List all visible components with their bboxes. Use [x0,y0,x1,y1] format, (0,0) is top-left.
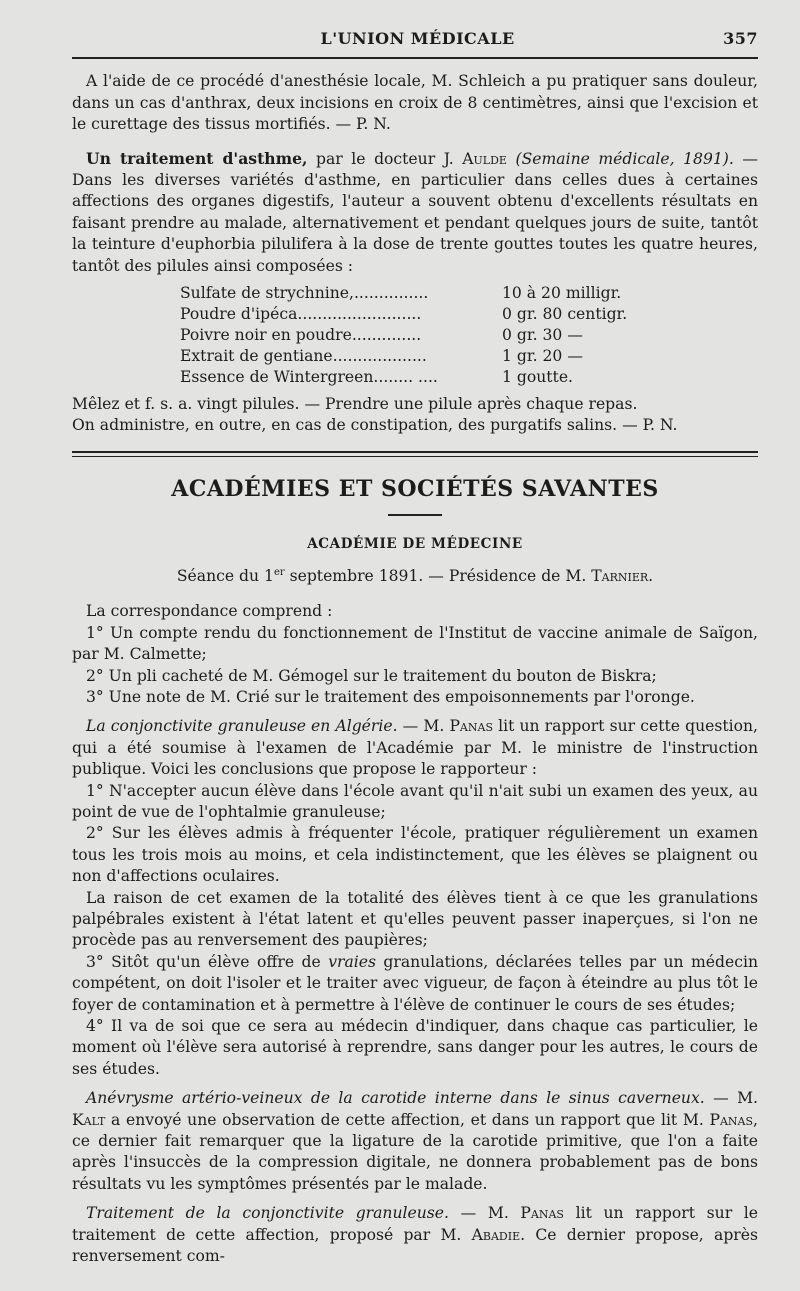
traitement-author: Abadie [471,1225,521,1244]
seance-president: Tarnier. [591,566,654,585]
paragraph-conjonctivite [72,716,758,780]
section-title: ACADÉMIES ET SOCIÉTÉS SAVANTES [171,475,659,502]
conclusion-item [72,952,758,1016]
seance-line [72,562,758,588]
conclusion-item: 1° N'accepter aucun élève dans l'école avant qu'il n'ait subi un examen des yeux, au point de vue de l'ophtalmie granuleuse; [72,781,758,821]
anevrysme-rapporteur: Panas [709,1110,754,1129]
asthme-source: (Semaine médicale, 1891). [506,149,734,168]
recipe-row [180,283,680,304]
seance-sup: er [273,566,285,578]
conjonctivite-title: La conjonctivite granuleuse en Algérie. [86,717,398,736]
item3-vraies: vraies [328,952,376,971]
conclusion-item: 4° Il va de soi que ce sera au médecin d'indiquer, dans chaque cas particulier, le moment où l'élève sera autorisé à reprendre, sans danger pour les autres, le cours de ses études. [72,1017,758,1078]
recipe-row [180,304,680,325]
item3-after: granulations, déclarées telles par un médecin compétent, on doit l'isoler et le traiter avec vigueur, de façon à éteindre au plus tôt le foyer de contamination et à permettre à l'élève de continuer le cours de ses études; [72,952,758,1014]
correspondance-item: 3° Une note de M. Crié sur le traitement des empoisonnements par l'oronge. [86,687,695,706]
seance-presidence: septembre 1891. — Présidence de M. [284,566,592,585]
recipe-dose: 1 goutte. [502,368,574,387]
conjonctivite-body: lit un rapport sur cette question, qui a été soumise à l'examen de l'Académie par M. le ministre de l'instruction publique. Voici les conclusions que propose le rapporteur : [72,717,759,779]
traitement-lead: — M. [448,1204,521,1223]
recipe-ingredient: Poudre d'ipéca......................... [180,305,422,324]
correspondance-intro: La correspondance comprend : [86,602,333,621]
anevrysme-author: Kalt [72,1110,106,1129]
journal-title: L'UNION MÉDICALE [320,29,515,48]
anevrysme-title: Anévrysme artério-veineux de la carotide interne dans le sinus caverneux. [86,1089,705,1108]
recipe-instructions: Mêlez et f. s. a. vingt pilules. — Prendre une pilule après chaque repas. [72,395,638,414]
recipe-table [180,283,680,388]
academy-heading: ACADÉMIE DE MÉDECINE [307,536,523,553]
traitement-title: Traitement de la conjonctivite granuleuse. [86,1204,449,1223]
item3-before: 3° Sitôt qu'un élève offre de [86,952,329,971]
page-number: 357 [723,29,758,48]
recipe-ingredient: Sulfate de strychnine,............... [180,284,429,303]
paragraph-asthme [72,148,758,277]
title-rule [388,514,442,516]
traitement-body: . Ce dernier propose, après renversement com- [72,1225,758,1266]
conclusion-item: La raison de cet examen de la totalité des élèves tient à ce que les granulations palpébrales existent à l'état latent et qu'elles peuvent passer inaperçues, si l'on ne procède pas au renversement des paupières; [72,888,758,950]
page-header [72,28,758,49]
recipe-row [180,346,680,367]
recipe-ingredient: Extrait de gentiane................... [180,347,427,366]
paragraph-anesthesie: A l'aide de ce procédé d'anesthésie locale, M. Schleich a pu pratiquer sans douleur, dans un cas d'anthrax, deux incisions en croix de 8 centimètres, ainsi que l'excision et le curettage des tissus mortifiés. — P. N. [72,72,758,134]
asthme-by: par le docteur J. [307,149,463,168]
section-divider [72,451,758,457]
recipe-row [180,367,680,388]
recipe-ingredient: Essence de Wintergreen........ .... [180,368,438,387]
paragraph-anevrysme [72,1088,758,1195]
seance-date: Séance du 1 [176,566,274,585]
paragraph-traitement [72,1203,758,1267]
recipe-dose: 1 gr. 20 — [502,347,583,366]
asthme-body: — Dans les diverses variétés d'asthme, en particulier dans celles dues à certaines affections des organes digestifs, l'auteur a souvent obtenu d'excellents résultats en faisant prendre au malade, alternativement et pendant quelques jours de suite, tantôt la teinture d'euphorbia pilulifera à la dose de trente gouttes toutes les quatre heures, tantôt des pilules ainsi composées : [72,149,759,275]
traitement-rapporteur: Panas [520,1204,564,1223]
asthme-author: Aulde [462,149,507,168]
anevrysme-mid: a envoyé une observation de cette affection, et dans un rapport que lit M. [105,1110,710,1129]
conclusion-item: 2° Sur les élèves admis à fréquenter l'école, pratiquer régulièrement un examen tous les trois mois au moins, et cela indistinctement, que les élèves se plaignent ou non d'affections oculaires. [72,824,758,886]
anevrysme-body: , ce dernier fait remarquer que la ligature de la carotide primitive, que l'on a faite après l'insuccès de la compression digitale, ne donnera probablement pas de bons résultats vu les symptômes présentés par le malade. [72,1110,758,1193]
asthme-title: Un traitement d'asthme, [86,148,308,168]
recipe-dose: 10 à 20 milligr. [502,284,622,303]
traitement-mid: lit un rapport sur le traitement de cette affection, proposé par M. [72,1204,759,1244]
anevrysme-lead: — M. [704,1089,758,1108]
constipation-note: On administre, en outre, en cas de constipation, des purgatifs salins. — P. N. [72,416,678,435]
correspondance-item: 2° Un pli cacheté de M. Gémogel sur le traitement du bouton de Biskra; [86,666,657,685]
recipe-row [180,325,680,346]
recipe-ingredient: Poivre noir en poudre.............. [180,326,422,345]
correspondance-item: 1° Un compte rendu du fonctionnement de l'Institut de vaccine animale de Saïgon, par M. Calmette; [72,623,758,664]
recipe-dose: 0 gr. 30 — [502,326,583,345]
conjonctivite-author: Panas [449,717,493,736]
conjonctivite-lead: — M. [397,717,450,736]
recipe-dose: 0 gr. 80 centigr. [502,305,628,324]
header-rule [72,57,758,59]
